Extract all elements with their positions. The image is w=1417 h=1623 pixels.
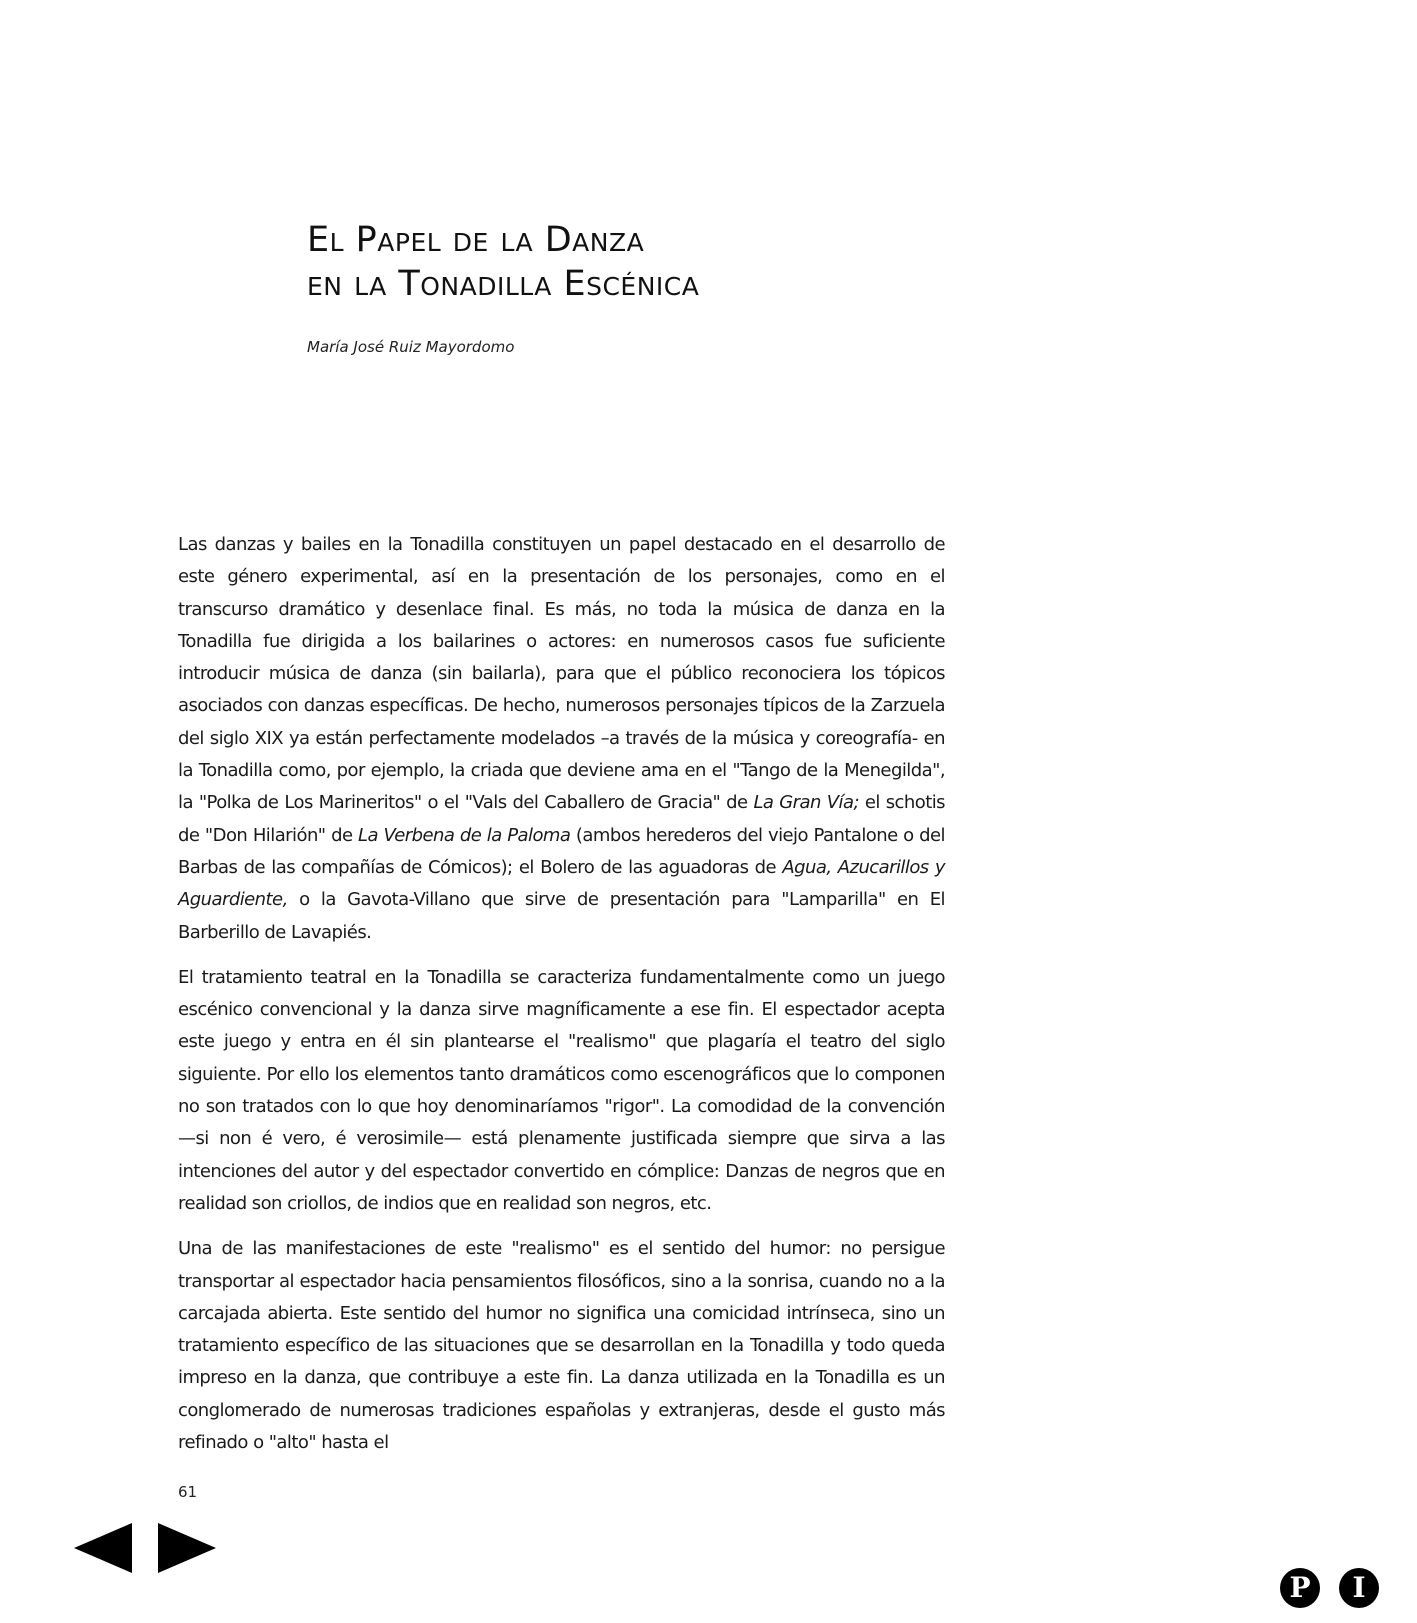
text-segment: o la Gavota-Villano que sirve de presentación para "Lamparilla" en El Barberillo de Lavapiés. [178, 889, 945, 943]
article-title [307, 218, 1007, 306]
previous-page-button[interactable] [74, 1523, 132, 1577]
logo-p-letter: P [1289, 1571, 1311, 1604]
text-segment: Una de las manifestaciones de este "realismo" es el sentido del humor: no persigue transportar al espectador hacia pensamientos filosóficos, sino a la sonrisa, cuando no a la carcajada abierta. Este sentido del humor no significa una comicidad intrínseca, sino un tratamiento específico de las situaciones que se desarrollan en la Tonadilla y todo queda impreso en la danza, que contribuye a este fin. La danza utilizada en la Tonadilla es un conglomerado de numerosas tradiciones españolas y extranjeras, desde el gusto más refinado o "alto" hasta el [178, 1238, 945, 1454]
i-logo-icon [1338, 1567, 1380, 1609]
paragraph [178, 1233, 945, 1459]
next-page-button[interactable] [158, 1523, 216, 1577]
italic-text: La Verbena de la Paloma [358, 824, 571, 846]
right-arrow-icon [158, 1523, 216, 1573]
p-logo-icon [1279, 1567, 1321, 1609]
title-line-2: en la Tonadilla Escénica [307, 264, 700, 304]
article-body [178, 529, 945, 1472]
text-segment: (ambos herederos del viejo Pantalone o del Barbas de las compañías de Cómicos); el Bolero de las aguadoras de [178, 824, 945, 878]
logo-i [1338, 1567, 1380, 1613]
italic-text: Agua, Azucarillos y Aguardiente, [178, 856, 946, 911]
text-segment: El tratamiento teatral en la Tonadilla se caracteriza fundamentalmente como un juego escénico convencional y la danza sirve magníficamente a ese fin. El espectador acepta este juego y entra en él sin plantearse el "realismo" que plagaría el teatro del siglo siguiente. Por ello los elementos tanto dramáticos como escenográficos que lo componen no son tratados con lo que hoy denominaríamos "rigor". La comodidad de la convención —si non é vero, é verosimile— está plenamente justificada siempre que sirva a las intenciones del autor y del espectador convertido en cómplice: Danzas de negros que en realidad son criollos, de indios que en realidad son negros, etc. [178, 966, 945, 1214]
text-segment: el schotis de "Don Hilarión" de [178, 792, 945, 846]
page-number: 61 [178, 1483, 198, 1501]
italic-text: La Gran Vía; [753, 792, 859, 814]
author-name: María José Ruiz Mayordomo [307, 338, 515, 356]
logo-i-letter: I [1352, 1571, 1366, 1604]
paragraph [178, 962, 945, 1220]
left-arrow-icon [74, 1523, 132, 1573]
logo-p [1279, 1567, 1321, 1613]
text-segment: Las danzas y bailes en la Tonadilla constituyen un papel destacado en el desarrollo de este género experimental, así en la presentación de los personajes, como en el transcurso dramático y desenlace final. Es más, no toda la música de danza en la Tonadilla fue dirigida a los bailarines o actores: en numerosos casos fue suficiente introducir música de danza (sin bailarla), para que el público reconociera los tópicos asociados con danzas específicas. De hecho, numerosos personajes típicos de la Zarzuela del siglo XIX ya están perfectamente modelados –a través de la música y coreografía- en la Tonadilla como, por ejemplo, la criada que deviene ama en el "Tango de la Menegilda", la "Polka de Los Marineritos" o el "Vals del Caballero de Gracia" de [178, 534, 945, 814]
paragraph [178, 529, 945, 949]
title-line-1: El Papel de la Danza [307, 220, 645, 260]
